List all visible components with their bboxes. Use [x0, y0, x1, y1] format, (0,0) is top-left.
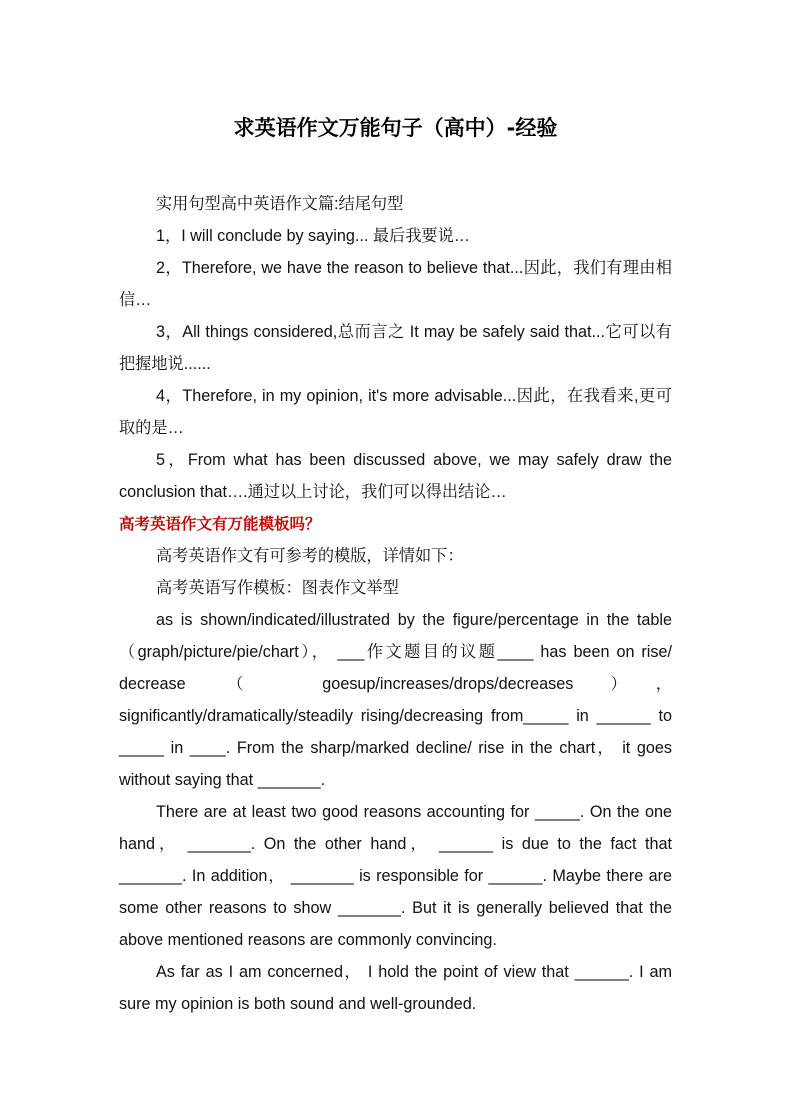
document-title: 求英语作文万能句子（高中）-经验 [233, 116, 558, 140]
document-page [119, 0, 672, 1120]
paragraph-template-type: 高考英语写作模板：图表作文举型 [156, 579, 399, 597]
section-heading-template: 高考英语作文有万能模板吗？ [119, 515, 321, 533]
document-body [119, 188, 672, 1020]
paragraph-template-body-1: as is shown/indicated/illustrated by the figure/percentage in the table（graph/picture/pie/chart）， ___作文题目的议题____ has been on rise/ decrease （ goesup/increases/drops/decreases），significantly/dramatically/steadily rising/decreasing from_____ in ______ to _____ in ____. From the sharp/marked decline/ rise in the chart， it goes without saying that _______. [119, 611, 672, 789]
paragraph-ending-sentences: 实用句型高中英语作文篇:结尾句型 [156, 195, 404, 213]
paragraph-item-2: 2，Therefore, we have the reason to believe that...因此，我们有理由相信… [119, 259, 672, 309]
paragraph-item-4: 4，Therefore, in my opinion, it's more advisable...因此，在我看来,更可取的是… [119, 387, 672, 437]
paragraph-template-body-3: As far as I am concerned， I hold the point of view that ______. I am sure my opinion is both sound and well-grounded. [119, 963, 672, 1013]
paragraph-item-1: 1，I will conclude by saying... 最后我要说… [156, 227, 470, 245]
paragraph-item-5: 5，From what has been discussed above, we may safely draw the conclusion that….通过以上讨论，我们可以得出结论… [119, 451, 672, 501]
paragraph-template-intro: 高考英语作文有可参考的模版，详情如下： [156, 547, 464, 565]
paragraph-item-3: 3，All things considered,总而言之 It may be safely said that...它可以有把握地说...... [119, 323, 672, 373]
paragraph-template-body-2: There are at least two good reasons accounting for _____. On the one hand， _______. On the other hand， ______ is due to the fact that _______. In addition， _______ is responsible for ______. Maybe there are some other reasons to show _______. But it is generally believed that the above mentioned reasons are commonly convincing. [119, 803, 672, 949]
